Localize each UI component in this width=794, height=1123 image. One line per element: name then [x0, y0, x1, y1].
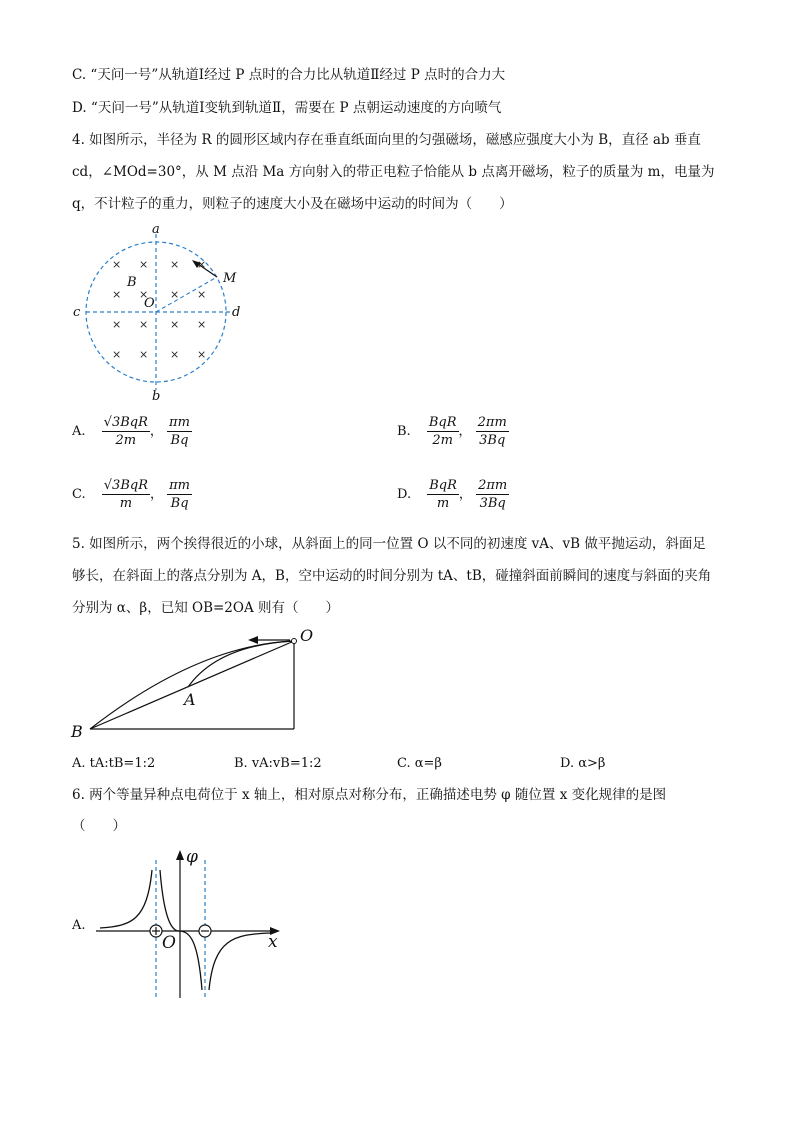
question-6-line-2: （ ）: [72, 818, 126, 834]
cross-mark: ×: [170, 258, 180, 271]
q4-option-d[interactable]: D. $\frac{\text{BqR}}{m}$ ， $\frac{2\pi m}{3Bq}$: [397, 478, 508, 511]
cross-mark: ×: [139, 258, 149, 271]
q6-potential-graph: [92, 840, 292, 1005]
question-4-line-2: cd，∠MOd=30°，从 M 点沿 Ma 方向射入的带正电粒子恰能从 b 点离开磁场，粒子的质量为 m，电量为: [72, 164, 715, 180]
cross-mark: ×: [197, 348, 207, 361]
potential-curve-middle-branch: [160, 870, 202, 990]
cross-mark: ×: [112, 258, 122, 271]
cross-mark: ×: [197, 318, 207, 331]
label-x: x: [268, 932, 278, 952]
cross-mark: ×: [139, 288, 149, 301]
option-letter: B.: [397, 424, 411, 439]
cross-mark: ×: [139, 318, 149, 331]
label-a: a: [152, 222, 160, 237]
q4-option-b[interactable]: B. $\frac{\text{BqR}}{2m}$ ， $\frac{2\pi m}{3Bq}$: [397, 415, 507, 448]
label-field-b: B: [127, 275, 137, 290]
option-d-line: D. “天问一号”从轨道Ⅰ变轨到轨道Ⅱ，需要在 P 点朝运动速度的方向喷气: [72, 100, 502, 116]
q4-option-a[interactable]: A. $\frac{\text{√3BqR}}{2m}$ ， $\frac{\pi m}{Bq}$: [72, 415, 190, 448]
label-origin: O: [162, 933, 176, 953]
label-b: b: [152, 389, 161, 400]
q5-incline-figure: [68, 625, 328, 745]
field-crosses: [112, 258, 206, 361]
cross-mark: ×: [112, 348, 122, 361]
potential-curve-left-branch: [100, 870, 152, 928]
option-letter: C.: [72, 487, 86, 502]
label-b: B: [71, 722, 83, 741]
cross-mark: ×: [170, 318, 180, 331]
question-4-line-3: q，不计粒子的重力，则粒子的速度大小及在磁场中运动的时间为（ ）: [72, 196, 513, 212]
label-o: O: [300, 626, 314, 645]
label-m: M: [223, 271, 237, 286]
question-4-line-1: 4. 如图所示，半径为 R 的圆形区域内存在垂直纸面向里的匀强磁场，磁感应强度大小为 B，直径 ab 垂直: [72, 132, 701, 148]
option-letter: A.: [72, 424, 86, 439]
q4-option-c[interactable]: C. $\frac{\text{√3BqR}}{m}$ ， $\frac{\pi m}{Bq}$: [72, 478, 191, 511]
q5-option-b[interactable]: B. vA:vB=1:2: [234, 756, 322, 771]
cross-mark: ×: [197, 288, 207, 301]
label-phi: φ: [186, 847, 198, 867]
label-a: A: [184, 690, 196, 709]
question-5-line-1: 5. 如图所示，两个挨得很近的小球，从斜面上的同一位置 O 以不同的初速度 vA、vB 做平抛运动，斜面足: [72, 536, 706, 552]
q5-option-a[interactable]: A. tA:tB=1:2: [72, 756, 156, 771]
q6-option-a-letter[interactable]: A.: [72, 918, 86, 933]
cross-mark: ×: [112, 288, 122, 301]
cross-mark: ×: [170, 348, 180, 361]
q5-option-c[interactable]: C. α=β: [397, 756, 442, 771]
cross-mark: ×: [112, 318, 122, 331]
question-6-line-1: 6. 两个等量异种点电荷位于 x 轴上，相对原点对称分布，正确描述电势 φ 随位置 x 变化规律的是图: [72, 787, 667, 803]
option-letter: D.: [397, 487, 412, 502]
cross-mark: ×: [197, 258, 207, 271]
q5-option-d[interactable]: D. α>β: [560, 756, 606, 771]
potential-curve-right-branch: [209, 933, 272, 990]
cross-mark: ×: [170, 288, 180, 301]
question-5-line-3: 分别为 α、β，已知 OB=2OA 则有（ ）: [72, 600, 340, 616]
label-o: O: [144, 296, 155, 311]
option-c-line: C. “天问一号”从轨道Ⅰ经过 P 点时的合力比从轨道Ⅱ经过 P 点时的合力大: [72, 67, 506, 83]
cross-mark: ×: [139, 348, 149, 361]
q4-circle-figure: [70, 220, 250, 400]
label-c: c: [73, 305, 81, 320]
question-5-line-2: 够长，在斜面上的落点分别为 A，B，空中运动的时间分别为 tA、tB，碰撞斜面前瞬间的速度与斜面的夹角: [72, 568, 712, 584]
label-d: d: [232, 305, 241, 320]
